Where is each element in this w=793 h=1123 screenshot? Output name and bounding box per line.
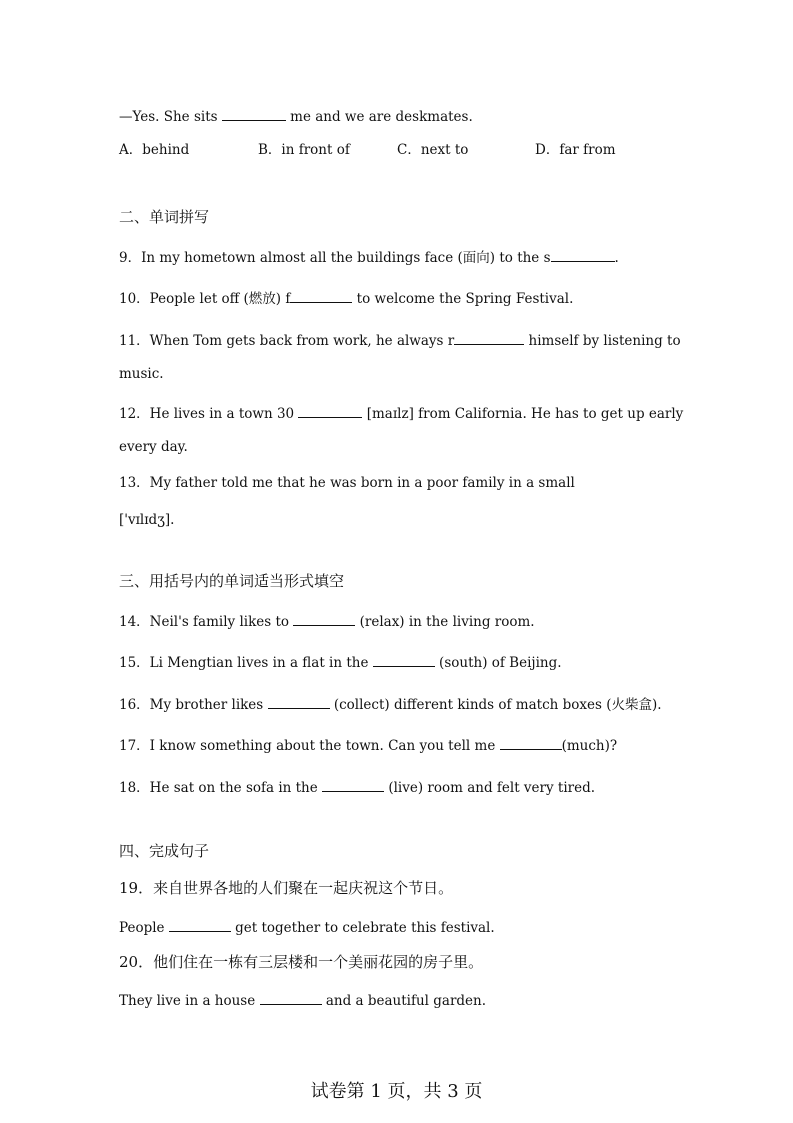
q20-blank[interactable]	[260, 992, 322, 1005]
q13-line: 13．My father told me that he was born in a poor family in a small	[119, 475, 575, 491]
q8-option-b[interactable]: B．in front of	[258, 142, 350, 158]
q10-blank[interactable]	[290, 290, 352, 303]
section4-heading: 四、完成句子	[119, 842, 210, 860]
q9-blank[interactable]	[551, 249, 615, 262]
q8-answer-post: me and we are deskmates.	[285, 109, 473, 125]
q20-post: and a beautiful garden.	[321, 993, 487, 1009]
q14-post: (relax) in the living room.	[355, 614, 535, 630]
q18-line	[119, 779, 595, 796]
q20-line	[119, 992, 486, 1009]
q11-pre: 11．When Tom gets back from work, he always r	[119, 333, 455, 349]
q11-line	[119, 332, 681, 349]
section2-heading: 二、单词拼写	[119, 208, 210, 226]
q9-line	[119, 249, 619, 266]
q11-continuation: music.	[119, 366, 164, 382]
q14-blank[interactable]	[293, 613, 355, 626]
q11-blank[interactable]	[454, 332, 524, 345]
q15-blank[interactable]	[373, 654, 435, 667]
q8-blank[interactable]	[222, 108, 286, 121]
q18-pre: 18．He sat on the sofa in the	[119, 780, 323, 796]
q12-blank[interactable]	[298, 405, 362, 418]
q13-continuation: ['vɪlɪdʒ].	[119, 512, 175, 528]
q15-line	[119, 654, 562, 671]
q19-pre: People	[119, 920, 169, 936]
q15-post: (south) of Beijing.	[434, 655, 562, 671]
q16-blank[interactable]	[268, 696, 330, 709]
q15-pre: 15．Li Mengtian lives in a flat in the	[119, 655, 373, 671]
q16-pre: 16．My brother likes	[119, 697, 268, 713]
page-footer: 试卷第 1 页，共 3 页	[310, 1081, 483, 1102]
q12-line	[119, 405, 683, 422]
q14-pre: 14．Neil's family likes to	[119, 614, 294, 630]
q12-pre: 12．He lives in a town 30	[119, 406, 299, 422]
q10-pre: 10．People let off (燃放) f	[119, 291, 291, 307]
q17-post: (much)?	[561, 738, 618, 754]
q16-line	[119, 696, 662, 713]
q8-option-c[interactable]: C．next to	[397, 142, 469, 158]
q9-post: .	[614, 250, 619, 266]
q18-blank[interactable]	[322, 779, 384, 792]
q10-line	[119, 290, 573, 307]
q19-chinese: 19．来自世界各地的人们聚在一起庆祝这个节日。	[119, 879, 454, 897]
q19-blank[interactable]	[169, 919, 231, 932]
q19-post: get together to celebrate this festival.	[230, 920, 495, 936]
q18-post: (live) room and felt very tired.	[384, 780, 596, 796]
section3-heading: 三、用括号内的单词适当形式填空	[119, 572, 345, 590]
q19-line	[119, 919, 495, 936]
q20-chinese: 20．他们住在一栋有三层楼和一个美丽花园的房子里。	[119, 953, 484, 971]
q8-option-d[interactable]: D．far from	[535, 142, 616, 158]
q8-option-a[interactable]: A．behind	[119, 142, 190, 158]
q17-pre: 17．I know something about the town. Can you tell me	[119, 738, 500, 754]
q14-line	[119, 613, 535, 630]
q8-answer-pre: —Yes. She sits	[119, 109, 222, 125]
q12-continuation: every day.	[119, 439, 188, 455]
q12-post: [maɪlz] from California. He has to get up early	[362, 406, 684, 422]
q20-pre: They live in a house	[119, 993, 260, 1009]
q10-post: to welcome the Spring Festival.	[352, 291, 574, 307]
q17-line	[119, 737, 617, 754]
q11-post: himself by listening to	[524, 333, 681, 349]
q9-pre: 9．In my hometown almost all the buildings face (面向) to the s	[119, 250, 551, 266]
q17-blank[interactable]	[500, 737, 562, 750]
q16-post: (collect) different kinds of match boxes (火柴盒).	[329, 697, 662, 713]
q8-answer-line	[119, 108, 473, 125]
